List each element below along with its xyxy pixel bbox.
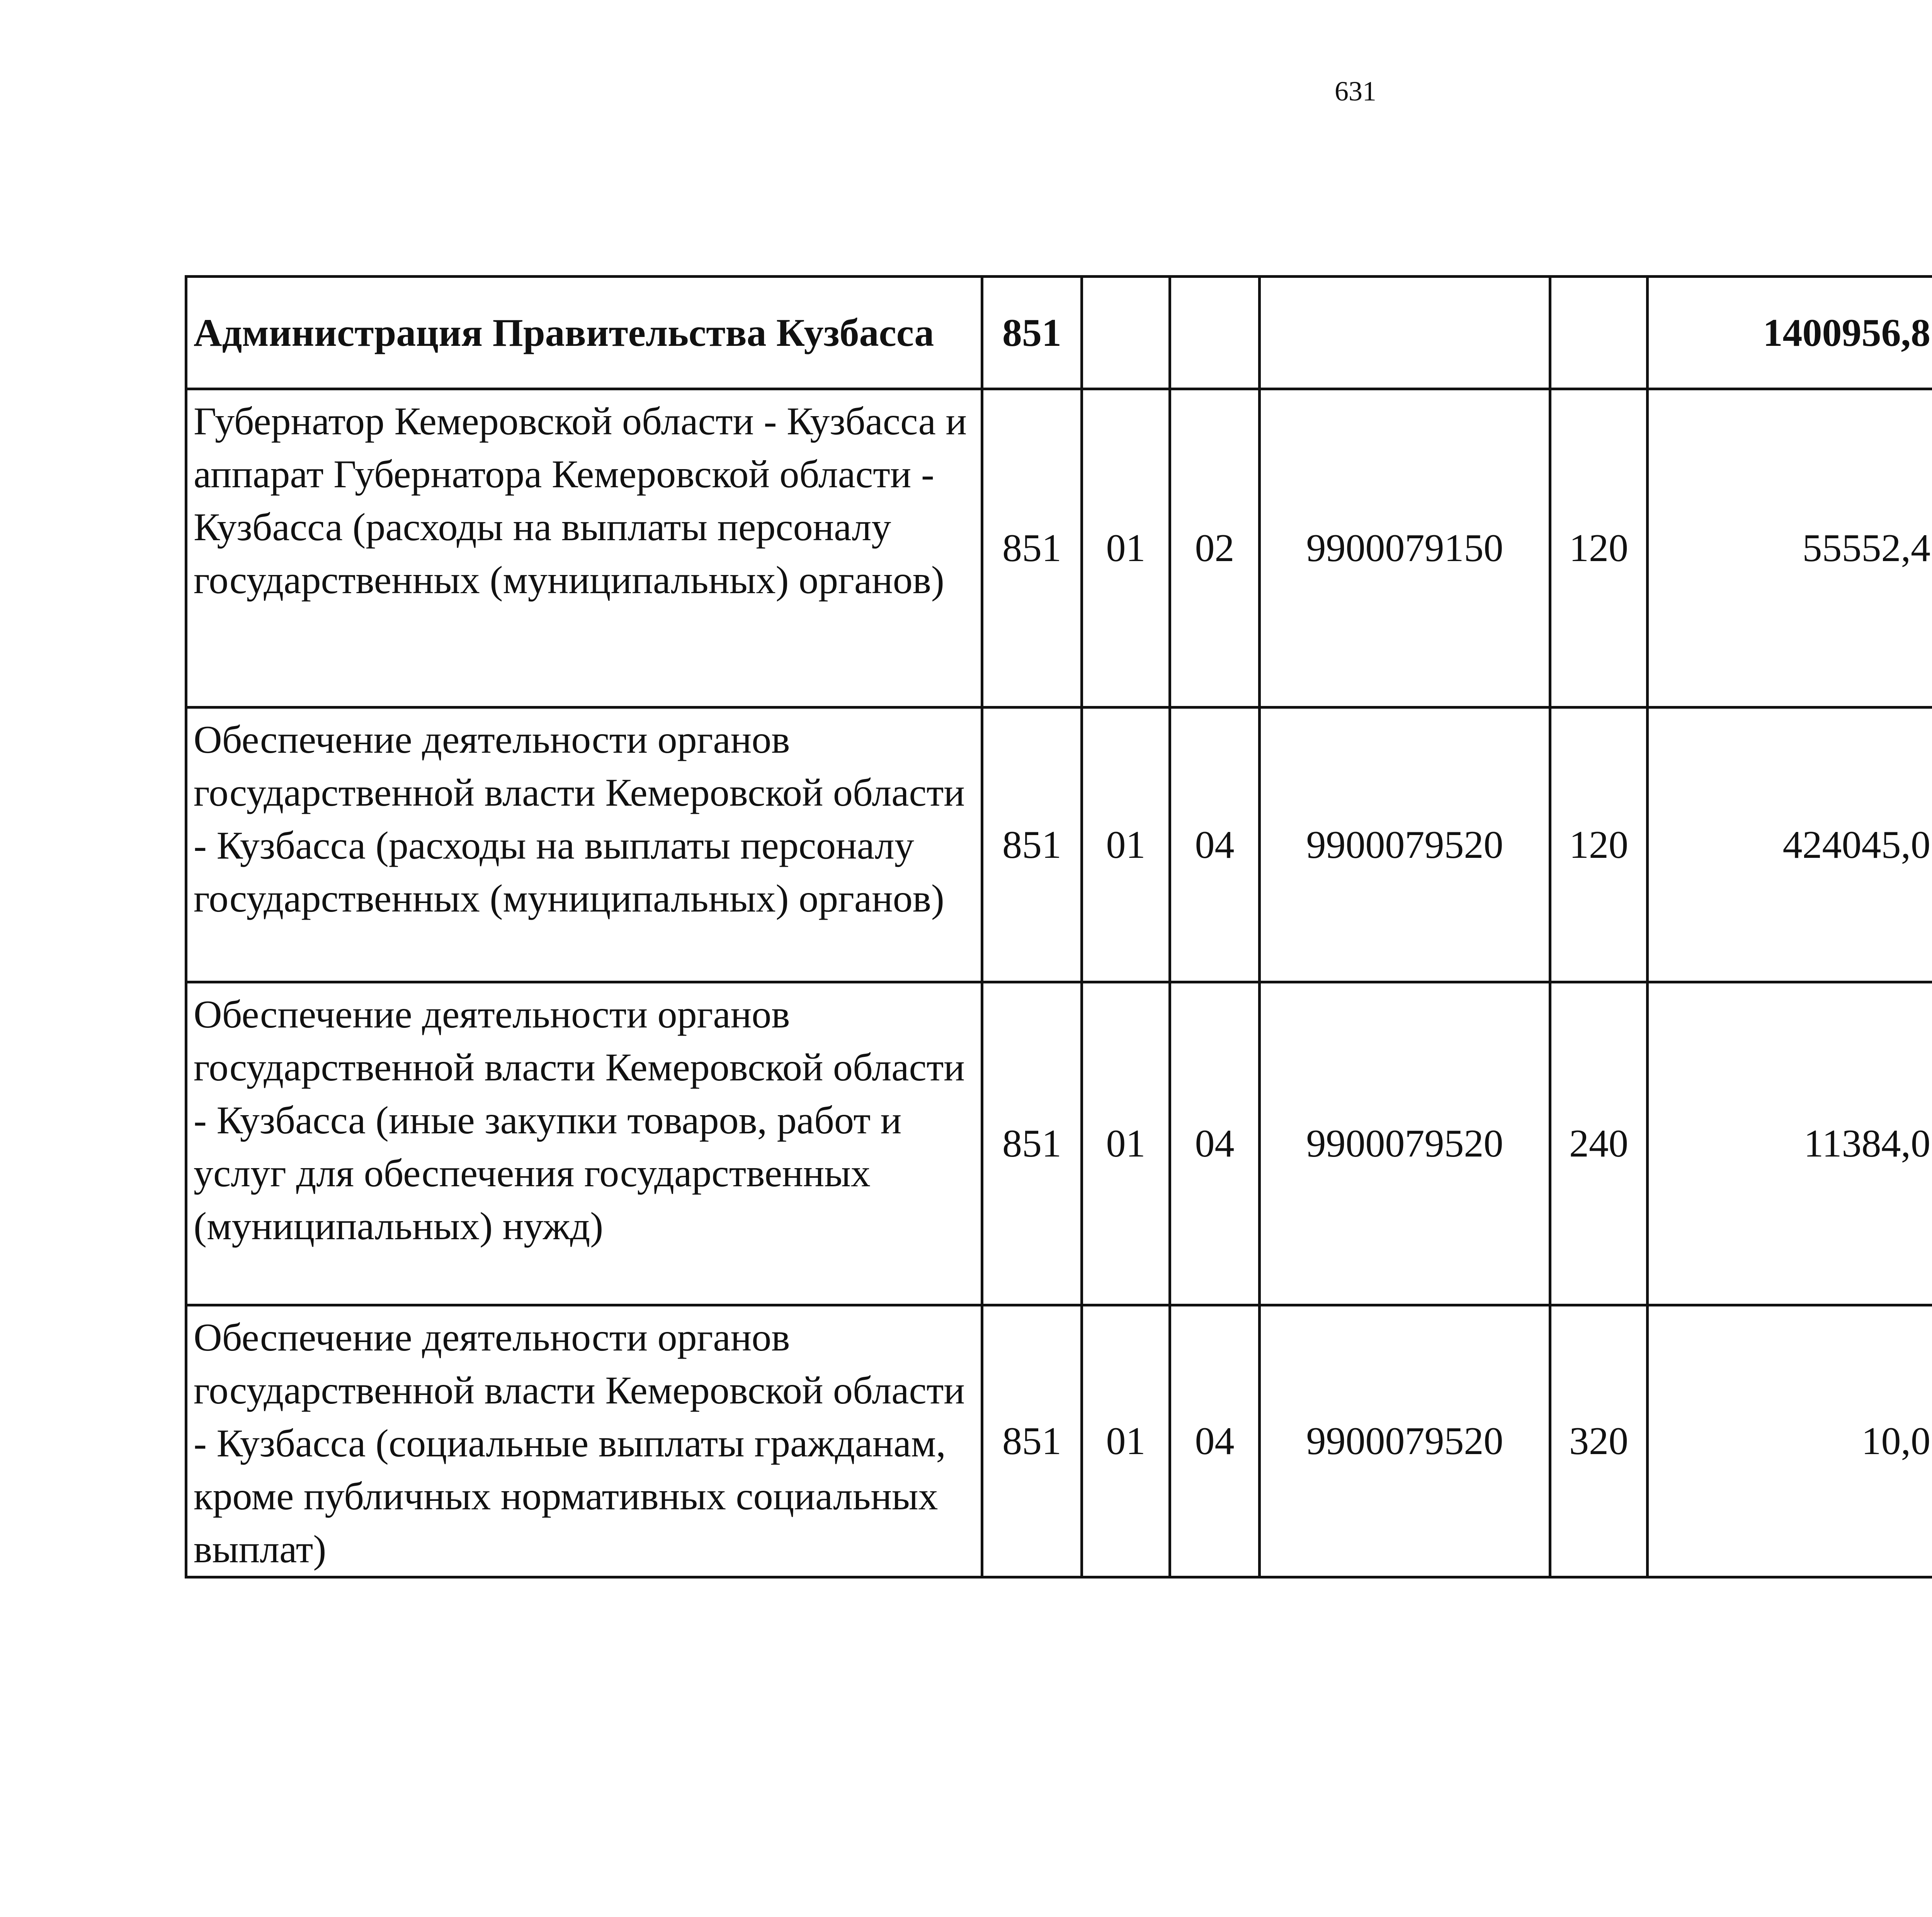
csr-code	[1260, 277, 1550, 389]
vr-code	[1550, 277, 1648, 389]
row-description: Губернатор Кемеровской области - Кузбасса и аппарат Губернатора Кемеровской области - Кузбасса (расходы на выплаты персоналу государственных (муниципальных) органов)	[186, 389, 982, 708]
row-description: Обеспечение деятельности органов государственной власти Кемеровской области - Кузбасса (расходы на выплаты персоналу государственных (муниципальных) органов)	[186, 708, 982, 982]
ved-code: 851	[982, 1305, 1082, 1577]
row-description: Администрация Правительства Кузбасса	[186, 277, 982, 389]
sum-1: 10,0	[1648, 1305, 1932, 1577]
vr-code: 240	[1550, 982, 1648, 1305]
sum-1: 55552,4	[1648, 389, 1932, 708]
vr-code: 120	[1550, 708, 1648, 982]
sum-1: 424045,0	[1648, 708, 1932, 982]
pr-code: 04	[1170, 1305, 1260, 1577]
ved-code: 851	[982, 389, 1082, 708]
csr-code: 9900079520	[1260, 1305, 1550, 1577]
vr-code: 320	[1550, 1305, 1648, 1577]
csr-code: 9900079150	[1260, 389, 1550, 708]
rz-code: 01	[1082, 982, 1170, 1305]
rz-code: 01	[1082, 708, 1170, 982]
table-row	[186, 1305, 1932, 1577]
rz-code	[1082, 277, 1170, 389]
row-description: Обеспечение деятельности органов государственной власти Кемеровской области - Кузбасса (социальные выплаты гражданам, кроме публичных нормативных социальных выплат)	[186, 1305, 982, 1577]
csr-code: 9900079520	[1260, 982, 1550, 1305]
table-row	[186, 277, 1932, 389]
pr-code: 02	[1170, 389, 1260, 708]
table-row	[186, 708, 1932, 982]
pr-code: 04	[1170, 982, 1260, 1305]
table-row	[186, 982, 1932, 1305]
row-description: Обеспечение деятельности органов государственной власти Кемеровской области - Кузбасса (иные закупки товаров, работ и услуг для обеспечения государственных (муниципальных) нужд)	[186, 982, 982, 1305]
rz-code: 01	[1082, 389, 1170, 708]
rz-code: 01	[1082, 1305, 1170, 1577]
vr-code: 120	[1550, 389, 1648, 708]
table-row	[186, 389, 1932, 708]
budget-table	[185, 275, 1932, 1579]
sum-1: 1400956,8	[1648, 277, 1932, 389]
page-number: 631	[1335, 76, 1376, 107]
csr-code: 9900079520	[1260, 708, 1550, 982]
pr-code: 04	[1170, 708, 1260, 982]
pr-code	[1170, 277, 1260, 389]
sum-1: 11384,0	[1648, 982, 1932, 1305]
ved-code: 851	[982, 982, 1082, 1305]
ved-code: 851	[982, 277, 1082, 389]
ved-code: 851	[982, 708, 1082, 982]
